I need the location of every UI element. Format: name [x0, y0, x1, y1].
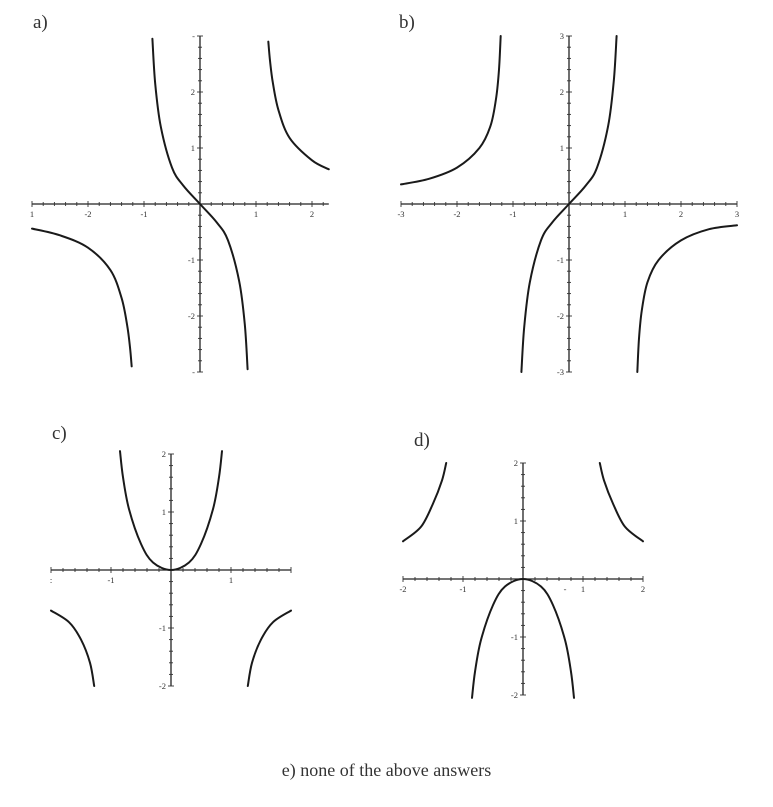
- y-tick-label: -: [192, 31, 195, 41]
- x-tick-label: 3: [734, 209, 740, 219]
- curve-branch-3: [637, 225, 737, 372]
- y-tick-label: -1: [510, 632, 518, 642]
- answer-option-e: e) none of the above answers: [281, 760, 492, 780]
- plot-c: [49, 449, 292, 692]
- x-tick-label: -2: [453, 209, 461, 219]
- y-tick-label: -: [192, 367, 195, 377]
- plot-d: [399, 458, 646, 700]
- plot-a: [29, 31, 334, 377]
- y-tick-label: 2: [559, 87, 564, 97]
- curve-branch-1: [32, 229, 132, 367]
- plot-b: [397, 31, 740, 377]
- panel-label-d: d): [414, 430, 430, 451]
- x-tick-label: 2: [309, 209, 315, 219]
- curve-branch-3: [248, 611, 291, 686]
- panel-label-c: c): [52, 423, 67, 444]
- y-tick-label: -2: [556, 311, 564, 321]
- x-tick-label: 1: [622, 209, 628, 219]
- curve-branch-3: [268, 42, 328, 170]
- x-tick-label: 1: [580, 584, 586, 594]
- y-tick-label: -2: [158, 681, 166, 691]
- y-tick-label: 2: [513, 458, 518, 468]
- x-tick-label: -1: [509, 209, 517, 219]
- x-tick-label: 2: [640, 584, 646, 594]
- x-tick-label: :: [49, 575, 53, 585]
- x-tick-label: -2: [399, 584, 407, 594]
- curve-branch-1: [401, 36, 501, 184]
- curve-branch-1: [403, 463, 446, 541]
- y-tick-label: -3: [556, 367, 564, 377]
- y-tick-label: 1: [190, 143, 195, 153]
- x-tick-label: -1: [107, 575, 115, 585]
- y-tick-label: -2: [510, 690, 518, 700]
- panel-label-b: b): [399, 12, 415, 33]
- y-tick-label: -2: [187, 311, 195, 321]
- y-tick-label: -1: [187, 255, 195, 265]
- panel-label-a: a): [33, 12, 48, 33]
- y-tick-label: 3: [559, 31, 564, 41]
- x-tick-label: 2: [678, 209, 684, 219]
- y-tick-label: -1: [158, 623, 166, 633]
- x-tick-label: -2: [84, 209, 92, 219]
- x-tick-label: 1: [253, 209, 259, 219]
- curve-branch-3: [600, 463, 643, 541]
- y-tick-label: 1: [513, 516, 518, 526]
- y-tick-label: 2: [190, 87, 195, 97]
- y-tick-label: 1: [559, 143, 564, 153]
- y-tick-label: 2: [161, 449, 166, 459]
- y-tick-label: -1: [556, 255, 564, 265]
- x-tick-label: 1: [29, 209, 35, 219]
- x-tick-label: -1: [459, 584, 467, 594]
- y-tick-label: 1: [161, 507, 166, 517]
- x-tick-label: -3: [397, 209, 405, 219]
- x-tick-label: 1: [228, 575, 234, 585]
- x-tick-label: -1: [140, 209, 148, 219]
- curve-branch-1: [51, 611, 94, 686]
- x-tick-label: -: [563, 584, 567, 594]
